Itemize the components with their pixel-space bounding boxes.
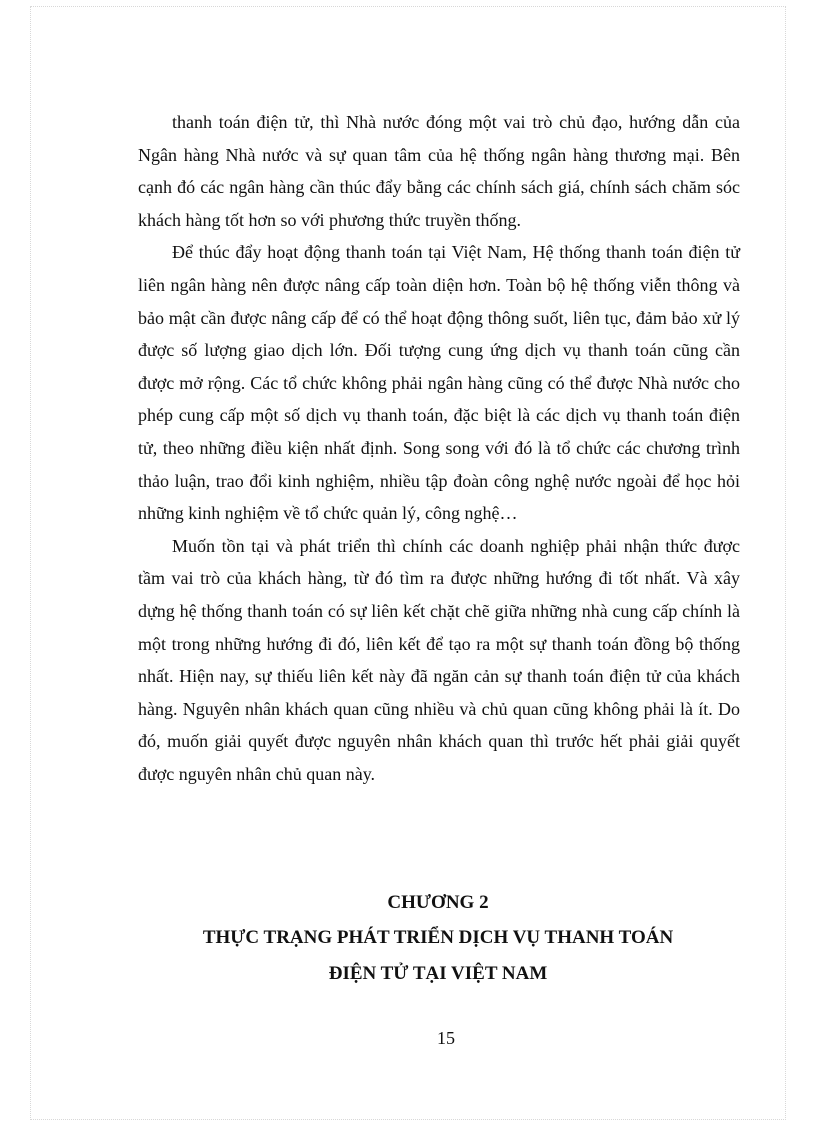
chapter-title <box>0 920 816 992</box>
body-text <box>138 106 740 790</box>
chapter-label: CHƯƠNG 2 <box>387 892 489 913</box>
chapter-title-line-2: ĐIỆN TỬ TẠI VIỆT NAM <box>328 963 548 984</box>
chapter-title-line-1: THỰC TRẠNG PHÁT TRIỂN DỊCH VỤ THANH TOÁN <box>202 927 674 948</box>
paragraph-2: Để thúc đẩy hoạt động thanh toán tại Việt Nam, Hệ thống thanh toán điện tử liên ngân hàng nên được nâng cấp toàn diện hơn. Toàn bộ hệ thống viễn thông và bảo mật cần được nâng cấp để có thể hoạt động thông suốt, liên tục, đảm bảo xử lý được số lượng giao dịch lớn. Đối tượng cung ứng dịch vụ thanh toán cũng cần được mở rộng. Các tổ chức không phải ngân hàng cũng có thể được Nhà nước cho phép cung cấp một số dịch vụ thanh toán, đặc biệt là các dịch vụ thanh toán điện tử, theo những điều kiện nhất định. Song song với đó là tổ chức các chương trình thảo luận, trao đổi kinh nghiệm, nhiều tập đoàn công nghệ nước ngoài để học hỏi những kinh nghiệm về tổ chức quản lý, công nghệ… <box>138 242 740 524</box>
paragraph-3: Muốn tồn tại và phát triển thì chính các doanh nghiệp phải nhận thức được tầm vai trò của khách hàng, từ đó tìm ra được những hướng đi tốt nhất. Và xây dựng hệ thống thanh toán có sự liên kết chặt chẽ giữa những nhà cung cấp chính là một trong những hướng đi đó, liên kết để tạo ra một sự thanh toán đồng bộ thống nhất. Hiện nay, sự thiếu liên kết này đã ngăn cản sự thanh toán điện tử của khách hàng. Nguyên nhân khách quan cũng nhiều và chủ quan cũng không phải là ít. Do đó, muốn giải quyết được nguyên nhân khách quan thì trước hết phải giải quyết được nguyên nhân chủ quan này. <box>138 535 740 784</box>
page-number: 15 <box>437 1028 455 1048</box>
paragraph-1: thanh toán điện tử, thì Nhà nước đóng một vai trò chủ đạo, hướng dẫn của Ngân hàng Nhà nước và sự quan tâm của hệ thống ngân hàng thương mại. Bên cạnh đó các ngân hàng cần thúc đẩy bằng các chính sách giá, chính sách chăm sóc khách hàng tốt hơn so với phương thức truyền thống. <box>138 112 740 230</box>
chapter-heading <box>0 886 816 992</box>
